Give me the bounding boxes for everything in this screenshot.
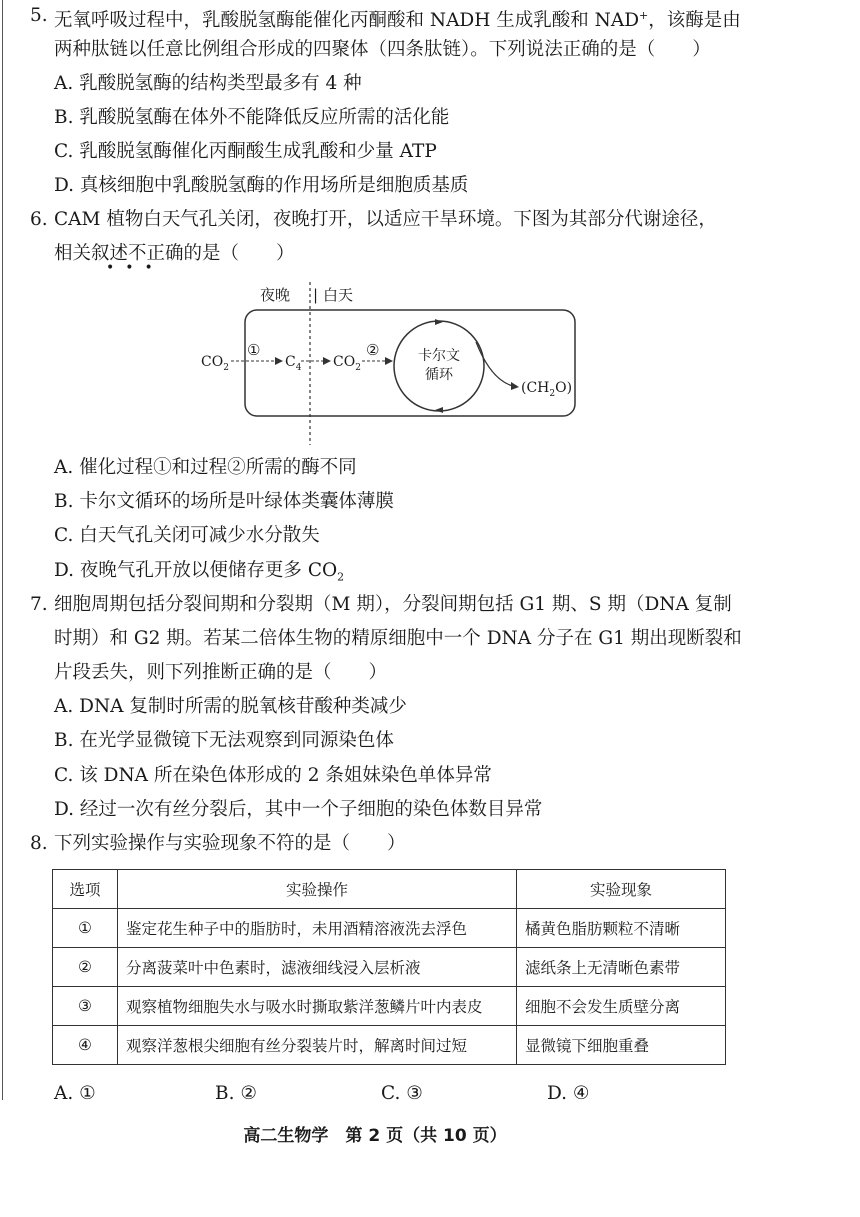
arrow-1-head (275, 357, 283, 365)
q8-answer-c: C. ③ (381, 1083, 423, 1104)
table-cell-phenomenon: 显微镜下细胞重叠 (517, 1026, 726, 1065)
experiment-table (52, 869, 726, 1065)
q5-number: 5. (30, 5, 48, 26)
table-cell-option: ① (53, 909, 118, 948)
q7-stem-line3: 片段丢失，则下列推断正确的是（ ） (54, 662, 388, 683)
calvin-arrow-top (435, 319, 443, 325)
calvin-label-line2: 循环 (425, 367, 453, 383)
table-cell-operation: 分离菠菜叶中色素时，滤液细线浸入层析液 (118, 948, 517, 987)
table-cell-operation: 观察植物细胞失水与吸水时撕取紫洋葱鳞片叶内表皮 (118, 987, 517, 1026)
step-1-label: ① (247, 341, 261, 359)
q7-option-a: A. DNA 复制时所需的脱氧核苷酸种类减少 (54, 696, 407, 717)
table-header-option: 选项 (53, 870, 118, 909)
table-cell-option: ③ (53, 987, 118, 1026)
q7-option-b: B. 在光学显微镜下无法观察到同源染色体 (54, 730, 394, 751)
label-night: 夜晚 (260, 286, 291, 304)
table-cell-option: ② (53, 948, 118, 987)
co2-mid-label: $CO_2$ (333, 354, 361, 373)
q5-stem-line1: 无氧呼吸过程中，乳酸脱氢酶能催化丙酮酸和 NADH 生成乳酸和 NAD+，该酶是由 (54, 9, 741, 32)
table-cell-option: ④ (53, 1026, 118, 1065)
q6-option-b: B. 卡尔文循环的场所是叶绿体类囊体薄膜 (54, 491, 394, 512)
q5-option-c: C. 乳酸脱氢酶催化丙酮酸生成乳酸和少量 ATP (54, 141, 437, 162)
q5-stem-line2: 两种肽链以任意比例组合形成的四聚体（四条肽链）。下列说法正确的是（ ） (54, 39, 711, 60)
label-day: 白天 (323, 286, 354, 304)
calvin-cycle-circle (394, 321, 484, 411)
arrow-3-head (385, 357, 393, 365)
q7-option-d: D. 经过一次有丝分裂后，其中一个子细胞的染色体数目异常 (54, 799, 543, 820)
step-2-label: ② (366, 341, 380, 359)
calvin-arrow-bottom (435, 407, 443, 413)
table-cell-phenomenon: 橘黄色脂肪颗粒不清晰 (517, 909, 726, 948)
q6-stem-line2: 相关叙述不正确的是（ ） (54, 243, 295, 264)
q8-answer-b: B. ② (215, 1083, 257, 1104)
table-cell-operation: 鉴定花生种子中的脂肪时，未用酒精溶液洗去浮色 (118, 909, 517, 948)
q5-option-d: D. 真核细胞中乳酸脱氢酶的作用场所是细胞质基质 (54, 175, 469, 196)
calvin-label-line1: 卡尔文 (418, 348, 460, 364)
q6-option-a: A. 催化过程①和过程②所需的酶不同 (54, 457, 357, 478)
q6-option-c: C. 白天气孔关闭可减少水分散失 (54, 525, 320, 546)
table-header-phenomenon: 实验现象 (517, 870, 726, 909)
table-cell-phenomenon: 细胞不会发生质壁分离 (517, 987, 726, 1026)
q6-option-d: D. 夜晚气孔开放以便储存更多 $CO_2$ (54, 560, 345, 584)
q6-stem-line1: CAM 植物白天气孔关闭，夜晚打开，以适应干旱环境。下图为其部分代谢途径， (54, 209, 717, 230)
arrow-2-head (323, 357, 331, 365)
q8-answer-a: A. ① (54, 1083, 96, 1104)
q7-number: 7. (30, 594, 48, 615)
q8-number: 8. (30, 833, 48, 854)
cam-pathway-diagram (195, 280, 595, 445)
q5-option-a: A. 乳酸脱氢酶的结构类型最多有 4 种 (54, 73, 362, 94)
q6-number: 6. (30, 209, 48, 230)
q7-option-c: C. 该 DNA 所在染色体形成的 2 条姐妹染色单体异常 (54, 765, 492, 786)
q6-emphasis-dots: ••• (106, 260, 164, 276)
q8-answer-d: D. ④ (547, 1083, 590, 1104)
table-row (53, 909, 726, 948)
table-row (53, 948, 726, 987)
page-footer: 高二生物学 第 2 页（共 10 页） (243, 1126, 507, 1146)
table-cell-operation: 观察洋葱根尖细胞有丝分裂装片时，解离时间过短 (118, 1026, 517, 1065)
c4-label: $C_4$ (285, 354, 302, 373)
product-label: $(CH_2O)$ (521, 380, 573, 399)
table-row (53, 1026, 726, 1065)
q8-stem: 下列实验操作与实验现象不符的是（ ） (54, 833, 406, 854)
label-separator: | (313, 286, 319, 304)
q7-stem-line1: 细胞周期包括分裂间期和分裂期（M 期），分裂间期包括 G1 期、S 期（DNA 复制 (54, 594, 732, 615)
page-margin-line (2, 0, 3, 1100)
q7-stem-line2: 时期）和 G2 期。若某二倍体生物的精原细胞中一个 DNA 分子在 G1 期出现断裂和 (54, 628, 742, 649)
product-arrow-head (511, 382, 519, 390)
table-row (53, 987, 726, 1026)
table-header-operation: 实验操作 (118, 870, 517, 909)
table-cell-phenomenon: 滤纸条上无清晰色素带 (517, 948, 726, 987)
q6-emphasis-text: 不正确 (128, 243, 184, 264)
table-header-row (53, 870, 726, 909)
co2-start-label: $CO_2$ (201, 354, 229, 373)
q5-option-b: B. 乳酸脱氢酶在体外不能降低反应所需的活化能 (54, 107, 450, 128)
